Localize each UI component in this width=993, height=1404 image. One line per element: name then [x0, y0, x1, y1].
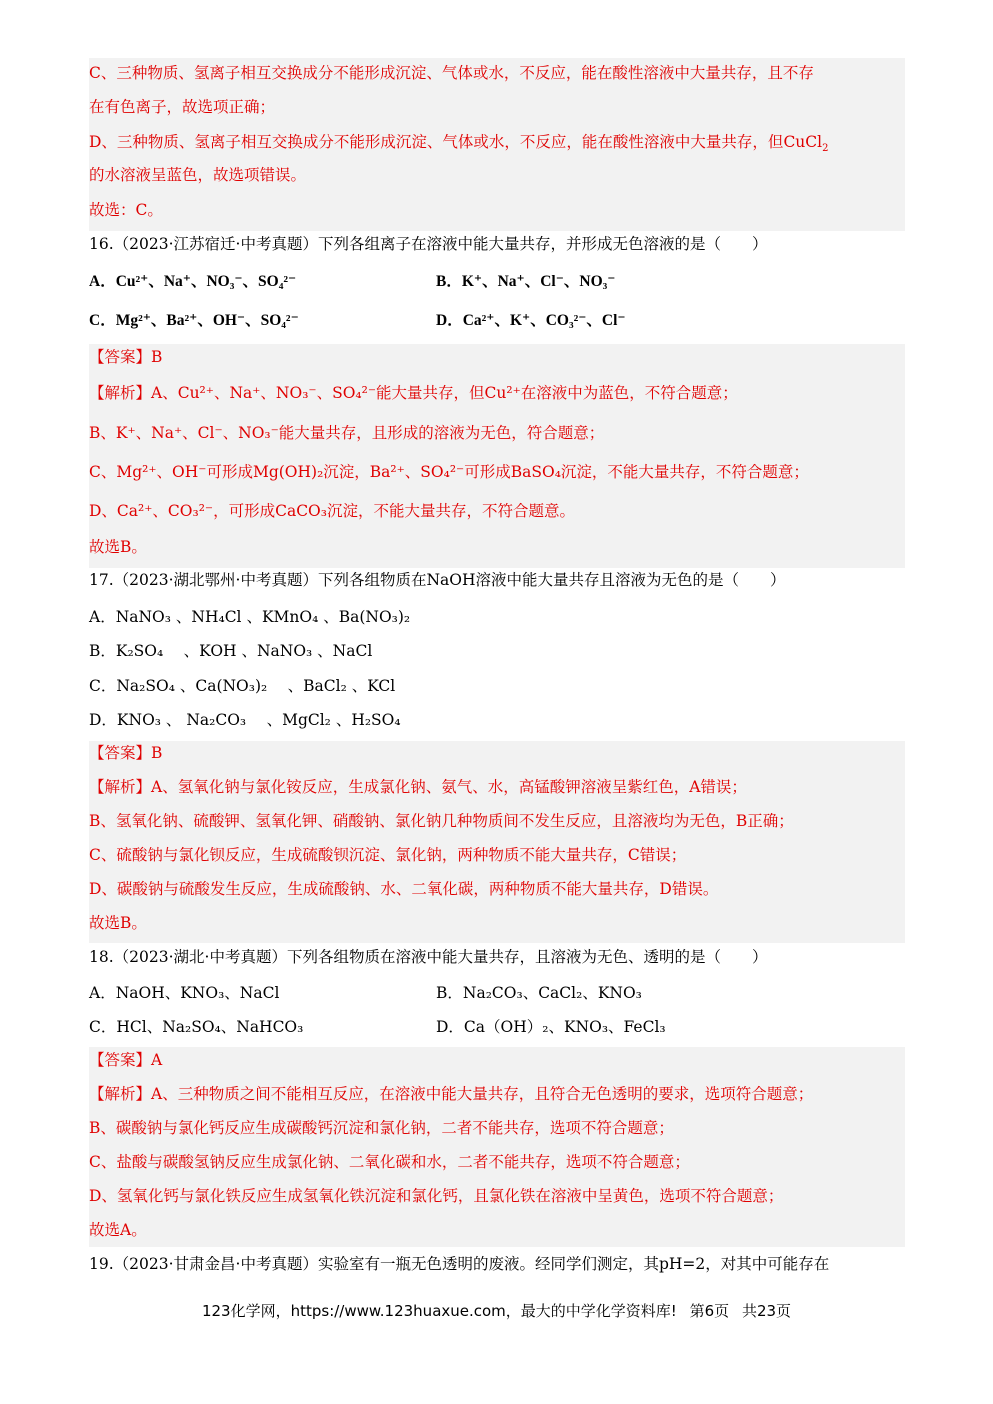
q17-analysis-c: C、硫酸钠与氯化钡反应，生成硫酸钡沉淀、氯化钠，两种物质不能大量共存，C错误；	[89, 846, 687, 864]
q18-option-c: C．HCl、Na₂SO₄、NaHCO₃	[89, 1018, 304, 1036]
q18-conclusion: 故选A。	[89, 1221, 147, 1239]
q16-option-b: B．K⁺、Na⁺、Cl⁻、NO₃⁻	[436, 273, 616, 290]
q18-analysis-b: B、碳酸钠与氯化钙反应生成碳酸钙沉淀和氯化钠，二者不能共存，选项不符合题意；	[89, 1119, 674, 1137]
q17-analysis-a: 【解析】A、氢氧化钠与氯化铵反应，生成氯化钠、氨气、水，高锰酸钾溶液呈紫红色，A错误；	[89, 778, 747, 796]
q18-analysis-a: 【解析】A、三种物质之间不能相互反应，在溶液中能大量共存，且符合无色透明的要求，选项符合题意；	[89, 1085, 814, 1103]
q17-analysis-d: D、碳酸钠与硫酸发生反应，生成硫酸钠、水、二氧化碳，两种物质不能大量共存，D错误。	[89, 880, 719, 898]
q16-analysis-d: D、Ca²⁺、CO₃²⁻，可形成CaCO₃沉淀，不能大量共存，不符合题意。	[89, 502, 575, 520]
q16-analysis-c: C、Mg²⁺、OH⁻可形成Mg(OH)₂沉淀，Ba²⁺、SO₄²⁻可形成BaSO₄沉淀，不能大量共存，不符合题意；	[89, 463, 809, 481]
q15-analysis-d-line2: 的水溶液呈蓝色，故选项错误。	[89, 166, 307, 184]
q15-conclusion: 故选：C。	[89, 201, 163, 219]
q17-analysis-b: B、氢氧化钠、硫酸钾、氢氧化钾、硝酸钠、氯化钠几种物质间不发生反应，且溶液均为无色，B正确；	[89, 812, 794, 830]
q17-conclusion: 故选B。	[89, 914, 147, 932]
footer-page-number: 第6页	[689, 1302, 730, 1320]
q18-option-a: A．NaOH、KNO₃、NaCl	[89, 984, 280, 1002]
q18-answer-block	[89, 1047, 905, 1247]
footer-total-pages: 共23页	[741, 1302, 792, 1320]
q16-conclusion: 故选B。	[89, 538, 147, 556]
q18-analysis-d: D、氢氧化钙与氯化铁反应生成氢氧化铁沉淀和氯化钙，且氯化铁在溶液中呈黄色，选项不符合题意；	[89, 1187, 784, 1205]
q16-answer-block	[89, 344, 905, 568]
q17-option-d: D．KNO₃ 、 Na₂CO₃ 、MgCl₂ 、H₂SO₄	[89, 711, 401, 729]
q18-option-d: D．Ca（OH）₂、KNO₃、FeCl₃	[436, 1018, 666, 1036]
q16-option-d: D．Ca²⁺、K⁺、CO₃²⁻、Cl⁻	[436, 312, 626, 329]
q18-answer: 【答案】A	[89, 1051, 163, 1069]
q16-stem: 16.（2023·江苏宿迁·中考真题）下列各组离子在溶液中能大量共存，并形成无色溶液的是（ ）	[89, 235, 768, 253]
q18-options-row2	[89, 1017, 905, 1037]
q17-option-a: A．NaNO₃ 、NH₄Cl 、KMnO₄ 、Ba(NO₃)₂	[89, 608, 411, 626]
q16-option-a: A．Cu²⁺、Na⁺、NO₃⁻、SO₄²⁻	[89, 273, 297, 290]
q17-stem: 17.（2023·湖北鄂州·中考真题）下列各组物质在NaOH溶液中能大量共存且溶液为无色的是（ ）	[89, 571, 786, 589]
q15-analysis-c-line2: 在有色离子，故选项正确；	[89, 98, 276, 116]
q16-analysis-b: B、K⁺、Na⁺、Cl⁻、NO₃⁻能大量共存，且形成的溶液为无色，符合题意；	[89, 424, 605, 442]
q16-options-row1	[89, 272, 905, 292]
q17-option-c: C．Na₂SO₄ 、Ca(NO₃)₂ 、BaCl₂ 、KCl	[89, 677, 396, 695]
q17-answer: 【答案】B	[89, 744, 163, 762]
q18-option-b: B．Na₂CO₃、CaCl₂、KNO₃	[436, 984, 642, 1002]
q15-analysis-c-line1: C、三种物质、氢离子相互交换成分不能形成沉淀、气体或水，不反应，能在酸性溶液中大量共存，且不存	[89, 64, 814, 82]
q16-options-row2	[89, 311, 905, 331]
q18-options-row1	[89, 983, 905, 1003]
footer-site: 123化学网，https://www.123huaxue.com，最大的中学化学资料库!	[201, 1302, 677, 1320]
q16-answer: 【答案】B	[89, 348, 163, 366]
page-footer	[0, 1301, 993, 1321]
q15-analysis-d-line1: D、三种物质、氢离子相互交换成分不能形成沉淀、气体或水，不反应，能在酸性溶液中大量共存，但CuCl$_2$	[89, 133, 829, 155]
q19-stem: 19.（2023·甘肃金昌·中考真题）实验室有一瓶无色透明的废液。经同学们测定，其pH=2，对其中可能存在	[89, 1255, 830, 1273]
q18-stem: 18.（2023·湖北·中考真题）下列各组物质在溶液中能大量共存，且溶液为无色、透明的是（ ）	[89, 948, 768, 966]
q16-analysis-a: 【解析】A、Cu²⁺、Na⁺、NO₃⁻、SO₄²⁻能大量共存，但Cu²⁺在溶液中为蓝色，不符合题意；	[89, 384, 738, 402]
q16-option-c: C．Mg²⁺、Ba²⁺、OH⁻、SO₄²⁻	[89, 312, 299, 329]
q18-analysis-c: C、盐酸与碳酸氢钠反应生成氯化钠、二氧化碳和水，二者不能共存，选项不符合题意；	[89, 1153, 690, 1171]
q17-option-b: B．K₂SO₄ 、KOH 、NaNO₃ 、NaCl	[89, 642, 373, 660]
